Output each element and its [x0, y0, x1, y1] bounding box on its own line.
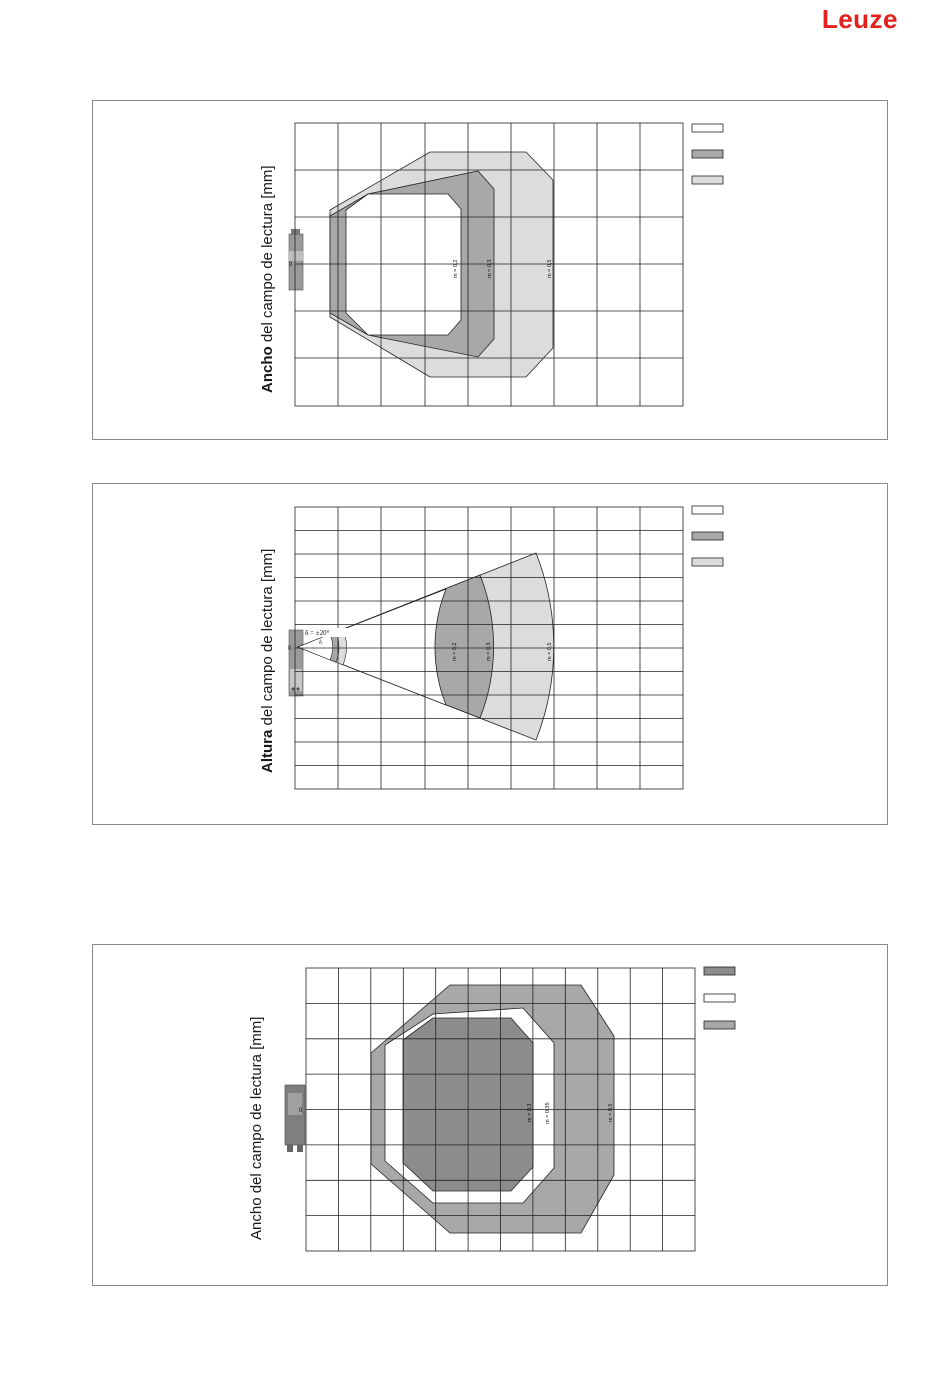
legend-swatch-m03	[692, 532, 723, 540]
zone-m02	[346, 194, 461, 335]
legend-swatch-m02	[692, 506, 723, 514]
scanner-device-icon	[285, 1085, 305, 1152]
legend	[704, 967, 735, 1029]
zone-label-m03: m = 0,3	[487, 259, 493, 278]
origin-label: 0	[299, 1108, 303, 1114]
zone-label-m05: m = 0,5	[547, 642, 553, 661]
zone-label-m03: m = 0,3	[486, 642, 492, 661]
y-axis-label: Altura del campo de lectura [mm]	[259, 548, 276, 773]
legend-swatch-m05	[704, 1021, 735, 1029]
chart-panel-height	[92, 483, 888, 825]
origin-label: 0	[288, 646, 292, 652]
legend	[692, 506, 723, 566]
legend-swatch-m035	[704, 994, 735, 1002]
scanner-device-icon	[289, 229, 303, 290]
zone-label-m02: m = 0,2	[453, 259, 459, 278]
grid	[306, 968, 695, 1251]
legend-swatch-m03	[704, 967, 735, 975]
y-axis-label: Ancho del campo de lectura [mm]	[248, 1016, 265, 1240]
angle-symbol: δ	[319, 640, 322, 646]
legend-swatch-m03	[692, 150, 723, 158]
origin-label: 0	[289, 262, 293, 268]
scanner-device-icon	[289, 630, 303, 696]
legend-swatch-m05	[692, 558, 723, 566]
legend	[692, 124, 723, 184]
y-axis-label: Ancho del campo de lectura [mm]	[259, 165, 276, 393]
legend-swatch-m05	[692, 176, 723, 184]
zone-label-m05: m = 0,5	[608, 1103, 614, 1122]
zone-label-m035: m = 0,35	[545, 1102, 551, 1124]
chart-panel-width-2	[92, 944, 888, 1286]
chart-panel-width-1	[92, 100, 888, 440]
zone-label-m03: m = 0,3	[527, 1103, 533, 1122]
legend-swatch-m02	[692, 124, 723, 132]
zone-label-m02: m = 0,2	[452, 642, 458, 661]
zone-label-m05: m = 0,5	[547, 259, 553, 278]
angle-label: δ = ±20°	[305, 629, 330, 637]
leuze-logo: Leuze	[821, 4, 898, 34]
